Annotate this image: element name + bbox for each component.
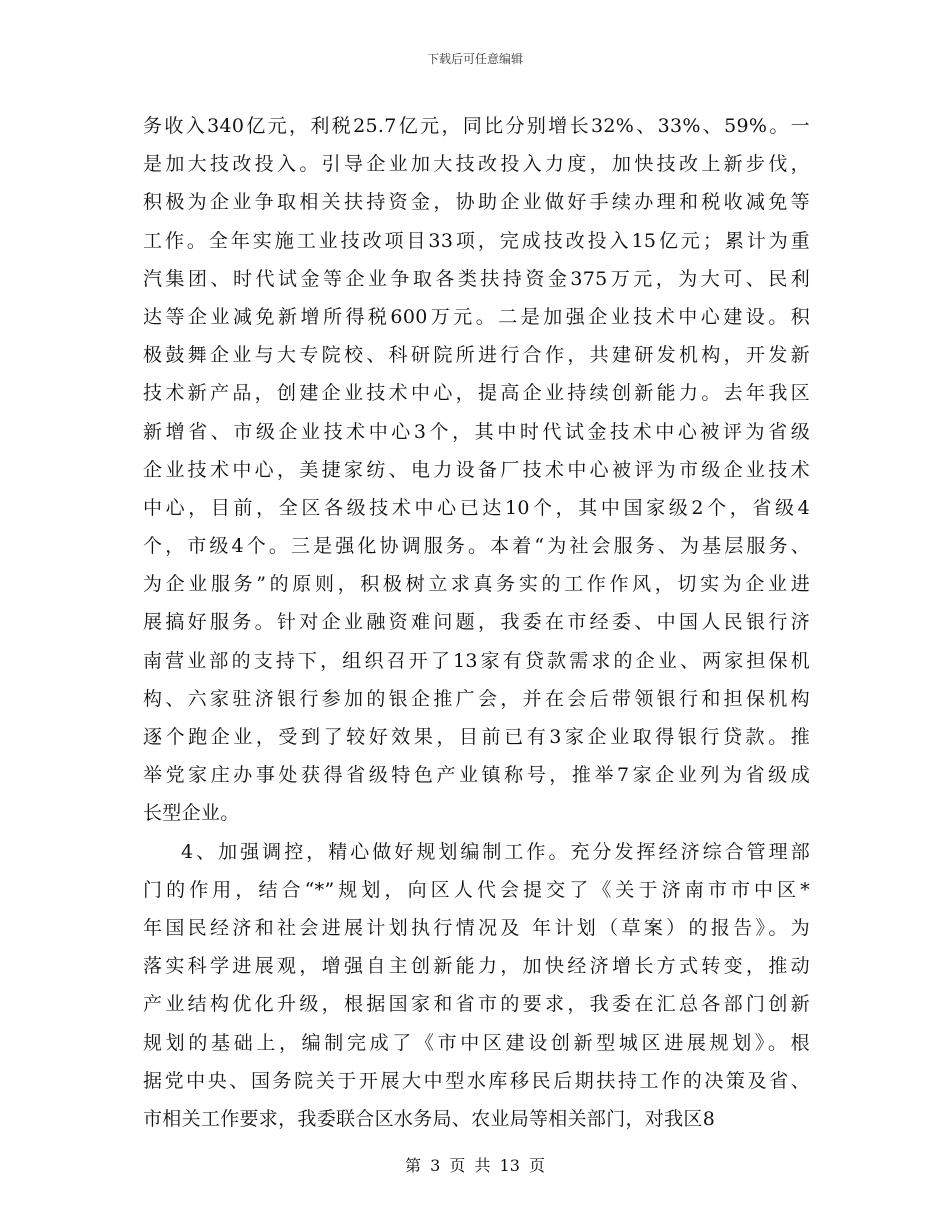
paragraph-line: 南营业部的支持下，组织召开了13家有贷款需求的企业、两家担保机 (143, 649, 810, 672)
paragraph-line: 规划的基础上，编制完成了《市中区建设创新型城区进展规划》。根 (143, 1031, 810, 1054)
paragraph (143, 833, 810, 1139)
paragraph-line: 逐个跑企业，受到了较好效果，目前已有3家企业取得银行贷款。推 (143, 726, 810, 748)
paragraph-line: 产业结构优化升级，根据国家和省市的要求，我委在汇总各部门创新 (143, 993, 810, 1016)
paragraph-line: 企业技术中心，美捷家纺、电力设备厂技术中心被评为市级企业技术 (143, 458, 810, 481)
document-body (143, 107, 810, 1138)
paragraph-line: 汽集团、时代试金等企业争取各类扶持资金375万元，为大可、民利 (143, 267, 810, 290)
paragraph-line: 工作。全年实施工业技改项目33项，完成技改投入15亿元；累计为重 (143, 229, 810, 252)
paragraph-line: 举党家庄办事处获得省级特色产业镇称号，推举7家企业列为省级成 (143, 764, 810, 787)
paragraph-line: 4、加强调控，精心做好规划编制工作。充分发挥经济综合管理部 (181, 840, 810, 863)
page-number-footer: 第 3 页 共 13 页 (405, 1156, 545, 1175)
paragraph-line: 是加大技改投入。引导企业加大技改投入力度，加快技改上新步伐， (143, 153, 810, 176)
paragraph-line: 据党中央、国务院关于开展大中型水库移民后期扶持工作的决策及省、 (143, 1069, 810, 1092)
paragraph (143, 107, 810, 833)
paragraph-line: 为企业服务”的原则，积极树立求真务实的工作作风，切实为企业进 (143, 573, 810, 596)
paragraph-line: 个，市级4个。三是强化协调服务。本着“为社会服务、为基层服务、 (143, 535, 810, 558)
paragraph-line: 积极为企业争取相关扶持资金，协助企业做好手续办理和税收减免等 (143, 191, 810, 214)
paragraph-line: 落实科学进展观，增强自主创新能力，加快经济增长方式转变，推动 (143, 955, 810, 978)
paragraph-line: 年国民经济和社会进展计划执行情况及 年计划（草案）的报告》。为 (143, 916, 810, 939)
paragraph-line: 展搞好服务。针对企业融资难问题，我委在市经委、中国人民银行济 (143, 611, 810, 634)
paragraph-line: 极鼓舞企业与大专院校、科研院所进行合作，共建研发机构，开发新 (143, 344, 810, 367)
page-header: 下载后可任意编辑 (426, 52, 523, 66)
paragraph-line: 市相关工作要求，我委联合区水务局、农业局等相关部门，对我区8 (143, 1107, 716, 1130)
paragraph-line: 技术新产品，创建企业技术中心，提高企业持续创新能力。去年我区 (143, 382, 810, 405)
paragraph-line: 门的作用，结合“*”规划，向区人代会提交了《关于济南市市中区* (143, 878, 810, 901)
paragraph-line: 达等企业减免新增所得税600万元。二是加强企业技术中心建设。积 (143, 305, 810, 328)
paragraph-line: 务收入340亿元，利税25.7亿元，同比分别增长32%、33%、59%。一 (143, 115, 810, 137)
paragraph-line: 新增省、市级企业技术中心3个，其中时代试金技术中心被评为省级 (143, 420, 810, 443)
paragraph-line: 长型企业。 (143, 802, 240, 825)
paragraph-line: 中心，目前，全区各级技术中心已达10个，其中国家级2个，省级4 (143, 496, 810, 519)
paragraph-line: 构、六家驻济银行参加的银企推广会，并在会后带领银行和担保机构 (143, 687, 810, 710)
